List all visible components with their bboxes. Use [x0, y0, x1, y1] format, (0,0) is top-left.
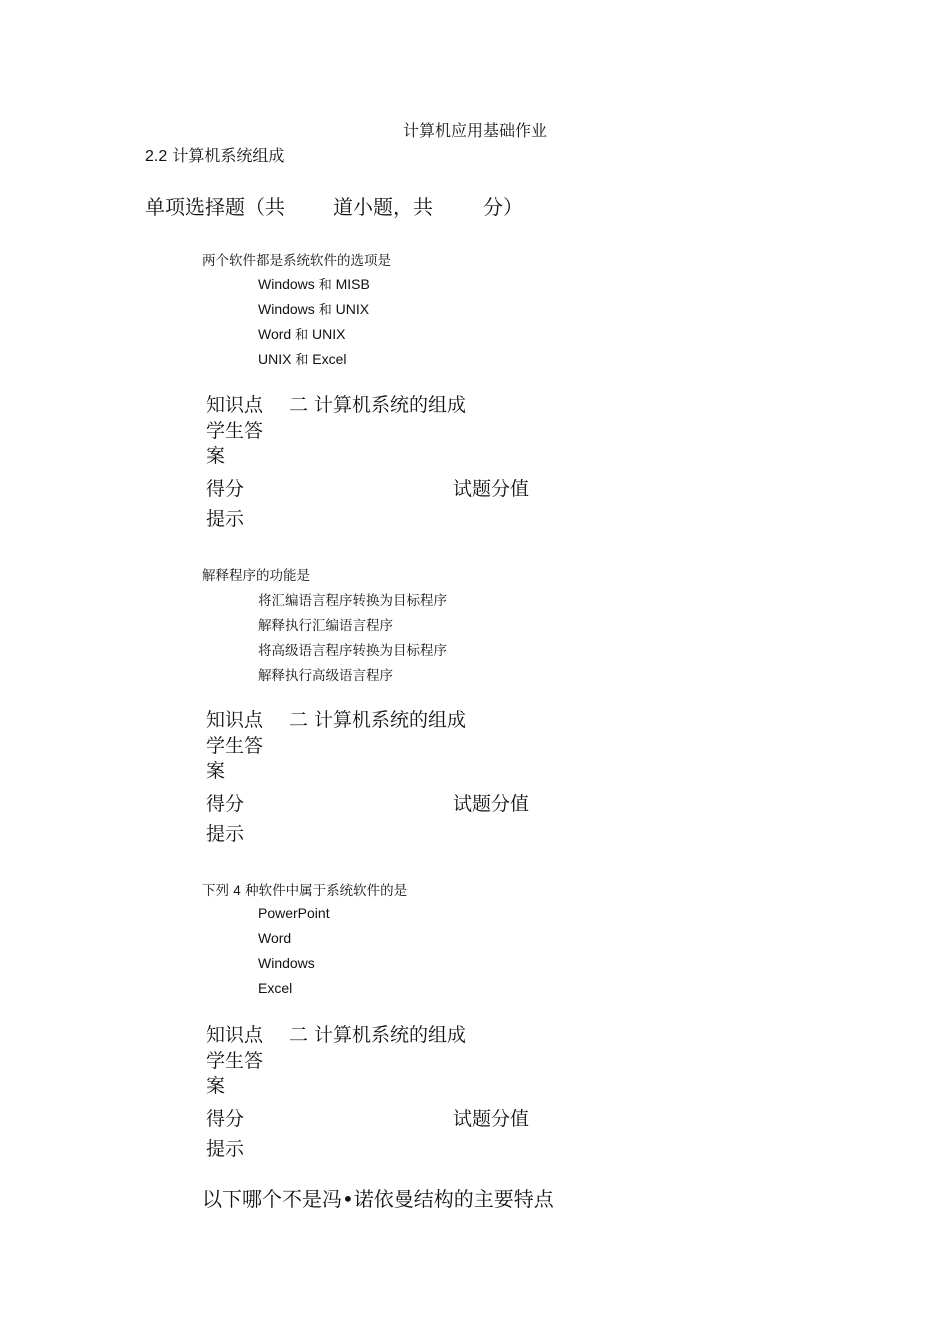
question-1-score-label: 得分	[206, 478, 245, 500]
question-4-stem: 以下哪个不是冯•诺依曼结构的主要特点	[202, 1187, 554, 1211]
question-1-stem: 两个软件都是系统软件的选项是	[202, 253, 391, 269]
question-3-knowledge-label: 知识点	[206, 1024, 264, 1046]
question-1-knowledge-value: 二 计算机系统的组成	[289, 394, 467, 416]
heading-part-2: 道小题，共	[333, 195, 433, 219]
question-1-knowledge-label: 知识点	[206, 394, 264, 416]
question-1-hint-label: 提示	[206, 508, 245, 530]
question-2-option-a[interactable]: 将汇编语言程序转换为目标程序	[258, 593, 447, 609]
question-type-heading	[145, 191, 523, 220]
question-3-value-label: 试题分值	[453, 1108, 530, 1130]
question-1-option-c[interactable]: Word 和 UNIX	[258, 326, 346, 343]
question-2-value-label: 试题分值	[453, 793, 530, 815]
question-3-option-d[interactable]: Excel	[258, 980, 293, 996]
heading-part-3: 分）	[483, 195, 523, 219]
question-2-option-d[interactable]: 解释执行高级语言程序	[258, 668, 393, 684]
document-title: 计算机应用基础作业	[402, 121, 547, 140]
question-1-value-label: 试题分值	[453, 478, 530, 500]
question-2-option-b[interactable]: 解释执行汇编语言程序	[258, 618, 393, 634]
question-2-option-c[interactable]: 将高级语言程序转换为目标程序	[258, 643, 447, 659]
question-1-option-b[interactable]: Windows 和 UNIX	[258, 301, 370, 318]
question-2-answer-label: 学生答案	[206, 735, 264, 782]
section-title	[145, 143, 284, 166]
section-number: 2.2	[145, 148, 168, 165]
question-3-knowledge-value: 二 计算机系统的组成	[289, 1024, 467, 1046]
question-3-option-b[interactable]: Word	[258, 930, 292, 946]
section-name: 计算机系统组成	[172, 146, 285, 165]
question-3-score-label: 得分	[206, 1108, 245, 1130]
question-3-answer-label: 学生答案	[206, 1050, 264, 1097]
question-3-stem: 下列 4 种软件中属于系统软件的是	[202, 883, 408, 899]
question-3-hint-label: 提示	[206, 1138, 245, 1160]
question-2-stem: 解释程序的功能是	[202, 568, 310, 584]
heading-part-1: 单项选择题（共	[145, 195, 285, 219]
question-2-hint-label: 提示	[206, 823, 245, 845]
question-2-score-label: 得分	[206, 793, 245, 815]
question-3-option-c[interactable]: Windows	[258, 955, 315, 971]
question-1-option-d[interactable]: UNIX 和 Excel	[258, 351, 347, 368]
question-1-answer-label: 学生答案	[206, 420, 264, 467]
question-3-option-a[interactable]: PowerPoint	[258, 905, 330, 921]
question-1-option-a[interactable]: Windows 和 MISB	[258, 276, 370, 293]
question-2-knowledge-value: 二 计算机系统的组成	[289, 709, 467, 731]
question-2-knowledge-label: 知识点	[206, 709, 264, 731]
